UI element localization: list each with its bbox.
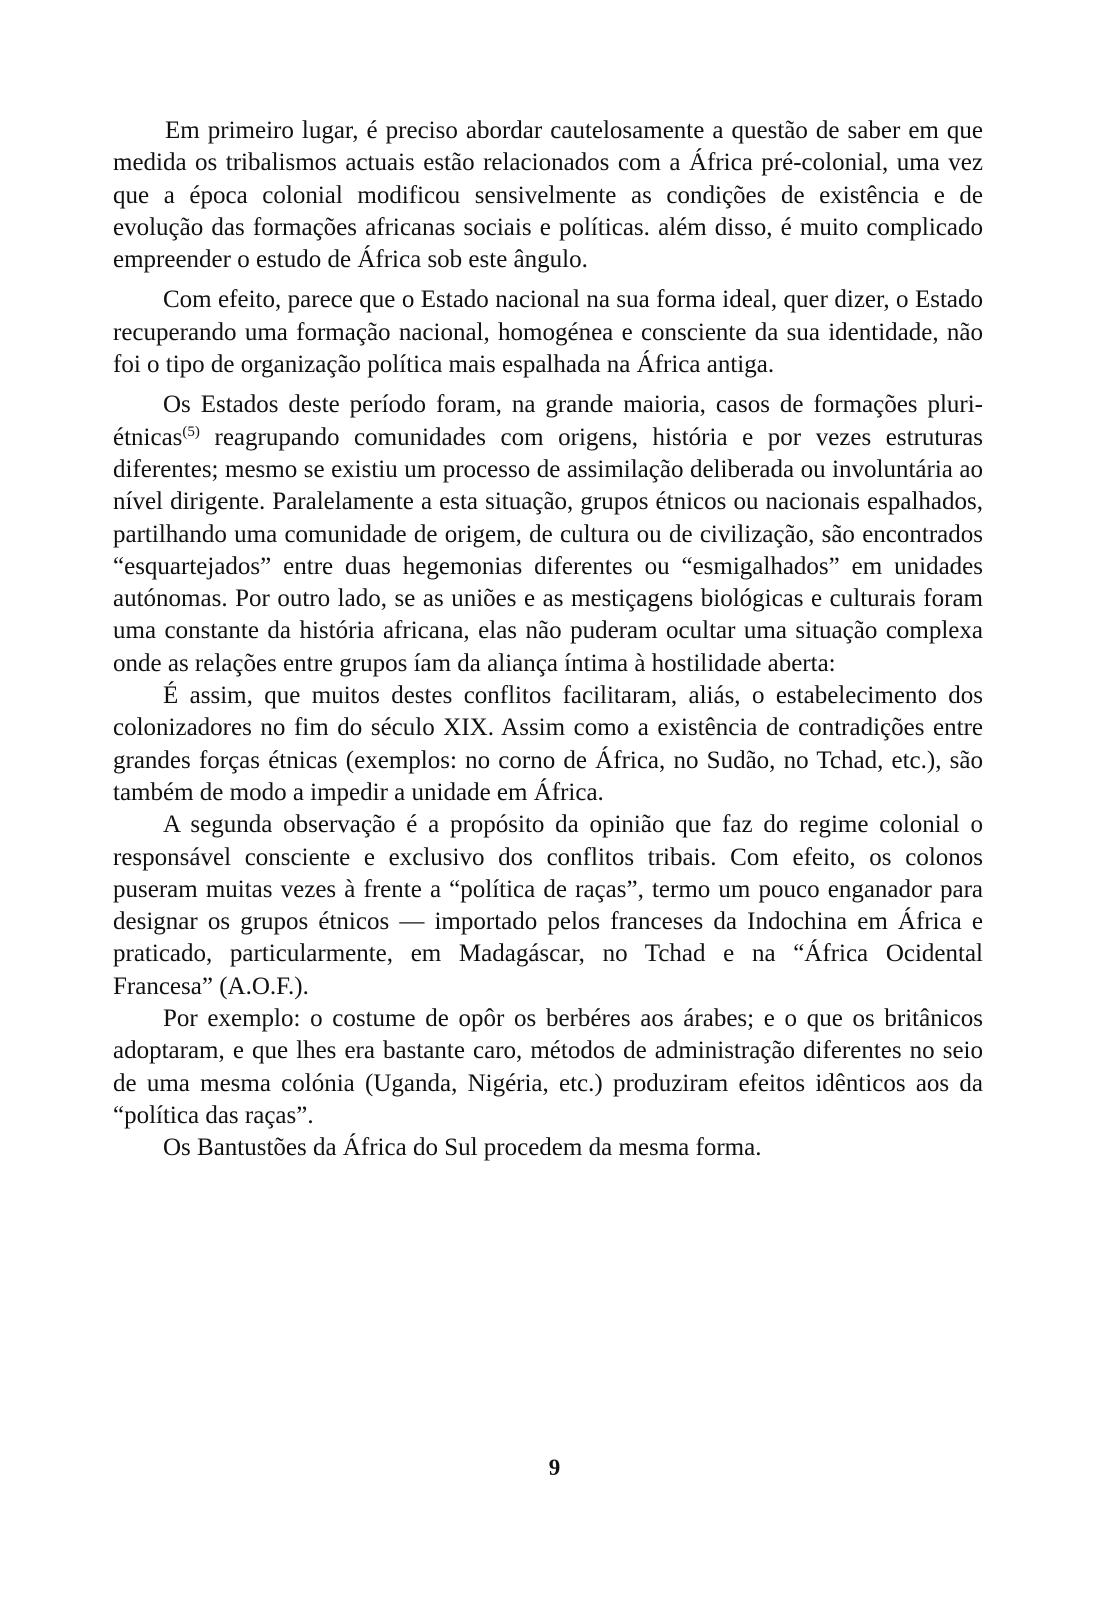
paragraph-2: Com efeito, parece que o Estado nacional na sua forma ideal, quer dizer, o Estado recuperando uma formação nacional, homogénea e consciente da sua identidade, não foi o tipo de organização política mais espalhada na África antiga. [113,286,983,379]
paragraph-5: A segunda observação é a propósito da opinião que faz do regime colonial o responsável consciente e exclusivo dos conflitos tribais. Com efeito, os colonos puseram muitas vezes à frente a “política de raças”, termo um pouco enganador para designar os grupos étnicos — importado pelos franceses da Indochina em África e praticado, particularmente, em Madagáscar, no Tchad e na “África Ocidental Francesa” (A.O.F.). [113,811,983,1000]
document-body [113,115,983,1165]
paragraph-4: É assim, que muitos destes conflitos facilitaram, aliás, o estabelecimento dos colonizadores no fim do século XIX. Assim como a existência de contradições entre grandes forças étnicas (exemplos: no corno de África, no Sudão, no Tchad, etc.), são também de modo a impedir a unidade em África. [113,682,983,806]
paragraph-3 [113,389,983,680]
paragraph-7: Os Bantustões da África do Sul procedem da mesma forma. [163,1134,762,1162]
paragraph-1: Em primeiro lugar, é preciso abordar cautelosamente a questão de saber em que medida os tribalismos actuais estão relacionados com a África pré-colonial, uma vez que a época colonial modificou sensivelmente as condições de existência e de evolução das formações africanas sociais e políticas. além disso, é muito complicado empreender o estudo de África sob este ângulo. [113,117,983,274]
footnote-reference: (5) [182,423,200,440]
paragraph-3-text-before-note: Os Estados deste período foram, na grande maioria, casos de formações pluri-étnicas [113,391,983,451]
paragraph-3-text-after-note: reagrupando comunidades com origens, história e por vezes estruturas diferentes; mesmo se existiu um processo de assimilação deliberada ou involuntária ao nível dirigente. Paralelamente a esta situação, grupos étnicos ou nacionais espalhados, partilhando uma comunidade de origem, de cultura ou de civilização, são encontrados “esquartejados” entre duas hegemonias diferentes ou “esmigalhados” em unidades autónomas. Por outro lado, se as uniões e as mestiçagens biológicas e culturais foram uma constante da história africana, elas não puderam ocultar uma situação complexa onde as relações entre grupos íam da aliança íntima à hostilidade aberta: [113,423,983,677]
page-number: 9 [548,1455,561,1480]
paragraph-6: Por exemplo: o costume de opôr os berbéres aos árabes; e o que os britânicos adoptaram, e que lhes era bastante caro, métodos de administração diferentes no seio de uma mesma colónia (Uganda, Nigéria, etc.) produziram efeitos idênticos aos da “política das raças”. [113,1005,983,1129]
